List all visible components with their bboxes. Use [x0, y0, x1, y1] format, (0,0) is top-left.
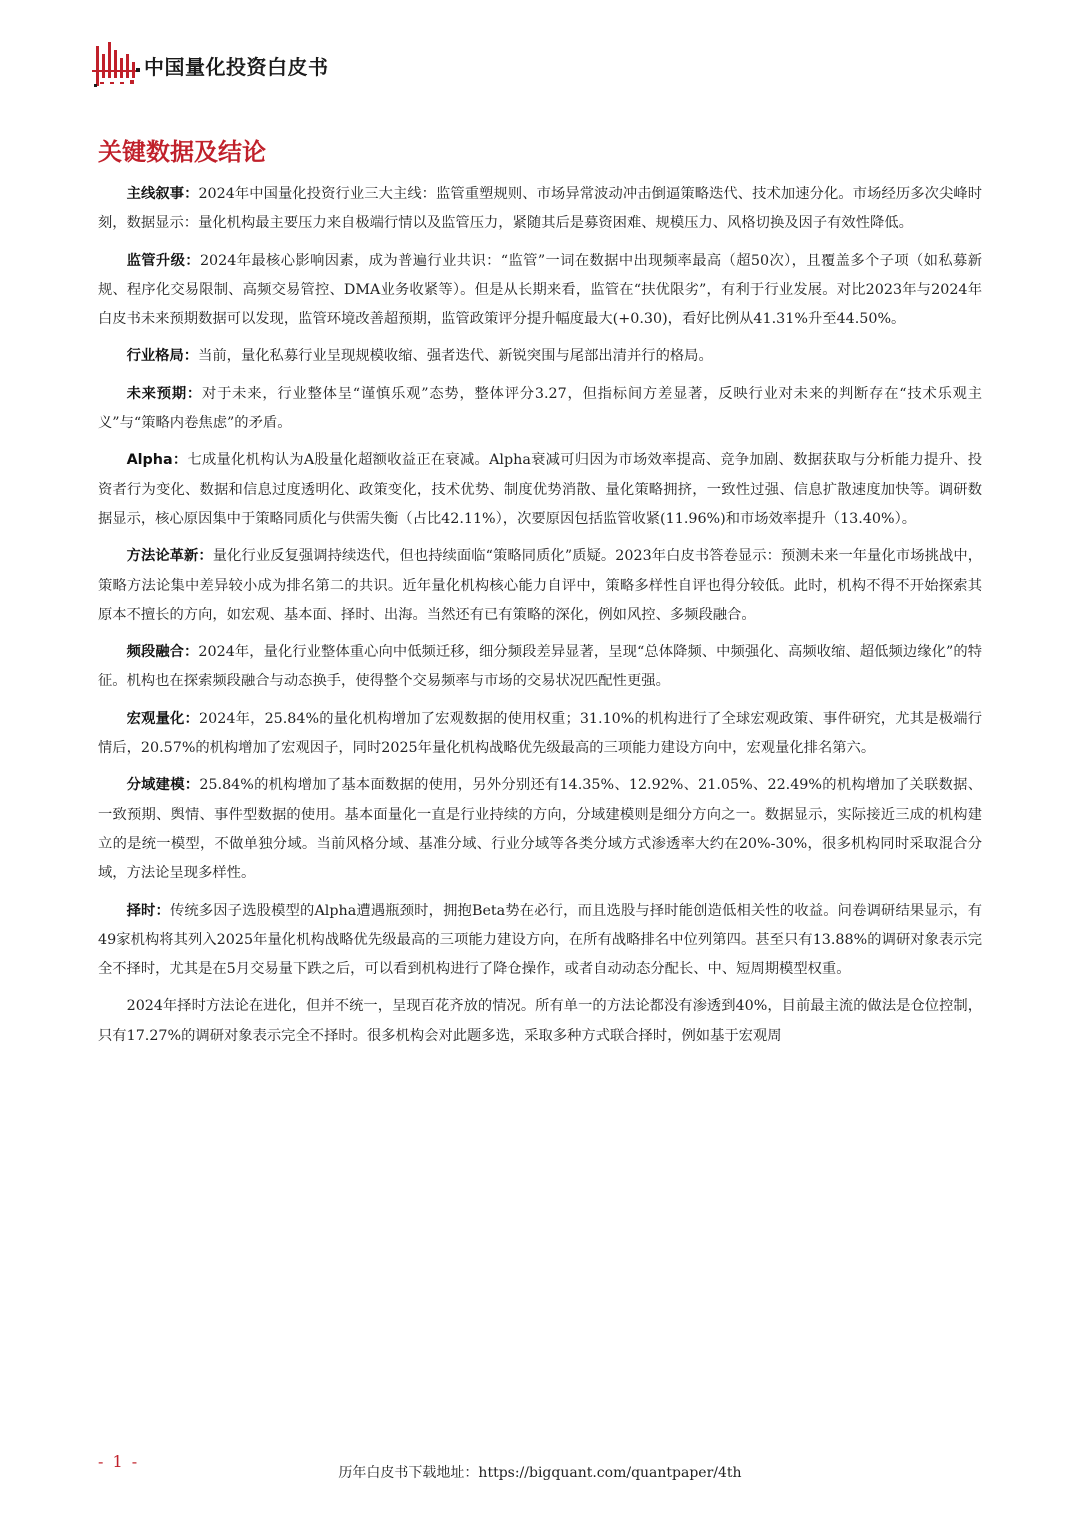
paragraph-lead: 频段融合： [126, 644, 199, 661]
paragraph-lead: 未来预期： [126, 385, 202, 402]
footer-download-link[interactable]: 历年白皮书下载地址：https://bigquant.com/quantpaper/4th [338, 1465, 742, 1481]
paragraph [98, 771, 982, 888]
section-title: 关键数据及结论 [98, 138, 266, 166]
body-content [98, 180, 982, 1059]
paragraph-text: 传统多因子选股模型的Alpha遭遇瓶颈时，拥抱Beta势在必行，而且选股与择时能创造低相关性的收益。问卷调研结果显示，有49家机构将其列入2025年量化机构战略优先级最高的三项能力建设方向，在所有战略排名中位列第四。甚至只有13.88%的调研对象表示完全不择时，尤其是在5月交易量下跌之后，可以看到机构进行了降仓操作，或者自动动态分配长、中、短周期模型权重。 [98, 902, 983, 978]
paragraph-lead: 行业格局： [126, 348, 199, 365]
paragraph [98, 542, 982, 630]
paragraph [98, 247, 982, 335]
paragraph-text: 2024年，25.84%的量化机构增加了宏观数据的使用权重；31.10%的机构进行了全球宏观政策、事件研究，尤其是极端行情后，20.57%的机构增加了宏观因子，同时2025年量化机构战略优先级最高的三项能力建设方向中，宏观量化排名第六。 [98, 710, 982, 757]
paragraph [98, 705, 982, 764]
header-title: 中国量化投资白皮书 [144, 54, 329, 79]
paragraph [98, 638, 982, 697]
paragraph-text: 2024年择时方法论在进化，但并不统一，呈现百花齐放的情况。所有单一的方法论都没有渗透到40%，目前最主流的做法是仓位控制，只有17.27%的调研对象表示完全不择时。很多机构会对此题多选，采取多种方式联合择时，例如基于宏观周 [98, 998, 982, 1044]
paragraph [98, 342, 982, 371]
paragraph-text: 2024年中国量化投资行业三大主线：监管重塑规则、市场异常波动冲击倒逼策略迭代、技术加速分化。市场经历多次尖峰时刻，数据显示：量化机构最主要压力来自极端行情以及监管压力，紧随其后是募资困难、规模压力、风格切换及因子有效性降低。 [98, 186, 982, 232]
paragraph-text: 25.84%的机构增加了基本面数据的使用，另外分别还有14.35%、12.92%、21.05%、22.49%的机构增加了关联数据、一致预期、舆情、事件型数据的使用。基本面量化一直是行业持续的方向，分域建模则是细分方向之一。数据显示，实际接近三成的机构建立的是统一模型，不做单独分域。当前风格分域、基准分域、行业分域等各类分域方式渗透率大约在20%-30%，很多机构同时采取混合分域，方法论呈现多样性。 [98, 777, 982, 882]
paragraph [98, 897, 982, 985]
paragraph-lead: 监管升级： [126, 252, 200, 269]
paragraph-text: 对于未来，行业整体呈“谨慎乐观”态势，整体评分3.27，但指标间方差显著，反映行业对未来的判断存在“技术乐观主义”与“策略内卷焦虑”的矛盾。 [98, 385, 982, 432]
paragraph [98, 180, 982, 239]
paragraph-lead: 宏观量化： [126, 710, 200, 727]
bar-chart-logo-icon [92, 40, 142, 90]
paragraph-lead: 分域建模： [126, 777, 200, 794]
paragraph-text: 2024年最核心影响因素，成为普遍行业共识：“监管”一词在数据中出现频率最高（超50次），且覆盖多个子项（如私募新规、程序化交易限制、高频交易管控、DMA业务收紧等）。但是从长期来看，监管在“扶优限劣”，有利于行业发展。对比2023年与2024年白皮书未来预期数据可以发现，监管环境改善超预期，监管政策评分提升幅度最大(+0.30)，看好比例从41.31%升至44.50%。 [98, 252, 982, 328]
paragraph [98, 992, 982, 1051]
paragraph-lead: Alpha： [126, 452, 188, 469]
paragraph-lead: 方法论革新： [126, 548, 213, 565]
paragraph [98, 446, 982, 534]
paragraph-text: 七成量化机构认为A股量化超额收益正在衰减。Alpha衰减可归因为市场效率提高、竞争加剧、数据获取与分析能力提升、投资者行为变化、数据和信息过度透明化、政策变化，技术优势、制度优势消散、量化策略拥挤，一致性过强、信息扩散速度加快等。调研数据显示，核心原因集中于策略同质化与供需失衡（占比42.11%），次要原因包括监管收紧(11.96%)和市场效率提升（13.40%）。 [98, 452, 982, 527]
paragraph [98, 380, 982, 439]
paragraph-text: 2024年，量化行业整体重心向中低频迁移，细分频段差异显著，呈现“总体降频、中频强化、高频收缩、超低频边缘化”的特征。机构也在探索频段融合与动态换手，使得整个交易频率与市场的交易状况匹配性更强。 [98, 644, 982, 690]
header [92, 40, 329, 90]
paragraph-text: 量化行业反复强调持续迭代，但也持续面临“策略同质化”质疑。2023年白皮书答卷显示：预测未来一年量化市场挑战中，策略方法论集中差异较小成为排名第二的共识。近年量化机构核心能力自评中，策略多样性自评也得分较低。此时，机构不得不开始探索其原本不擅长的方向，如宏观、基本面、择时、出海。当然还有已有策略的深化，例如风控、多频段融合。 [98, 548, 982, 623]
paragraph-lead: 择时： [126, 902, 170, 919]
page-number: - 1 - [98, 1452, 140, 1471]
paragraph-lead: 主线叙事： [126, 186, 199, 202]
paragraph-text: 当前，量化私募行业呈现规模收缩、强者迭代、新锐突围与尾部出清并行的格局。 [198, 348, 713, 365]
